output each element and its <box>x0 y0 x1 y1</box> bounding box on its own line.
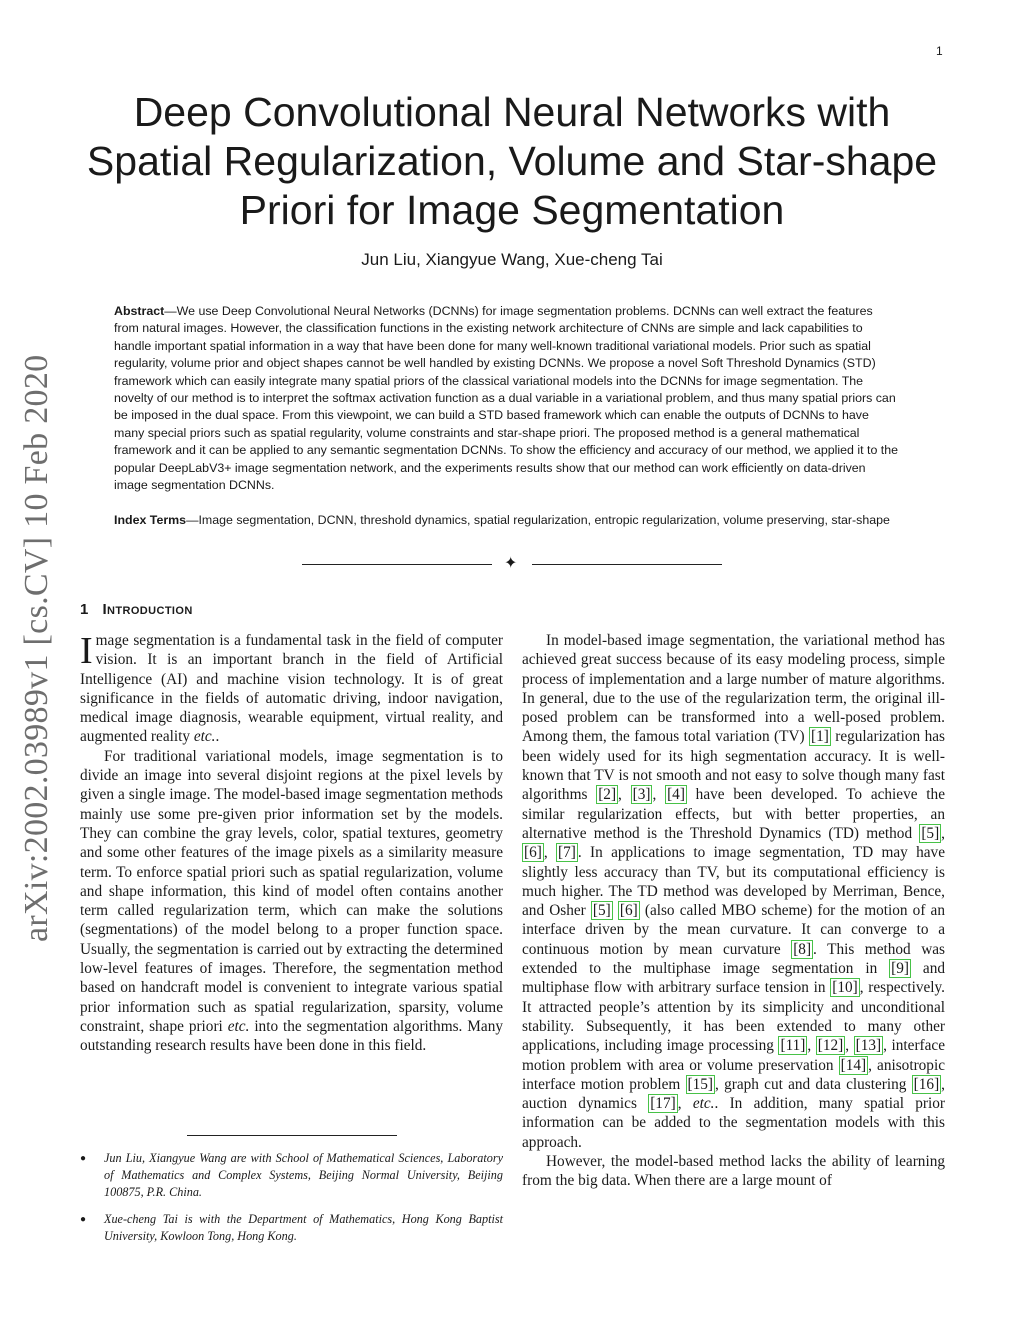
footnote <box>80 1150 503 1201</box>
citation-link[interactable]: [11] <box>780 1037 806 1055</box>
footnote <box>80 1211 503 1245</box>
citation-link[interactable]: [8] <box>793 940 812 958</box>
intro-paragraph-1: Image segmentation is a fundamental task in the field of computer vision. It is an important branch in the field of Artificial Intelligence (AI) and machine vision technology. It is of great significance in the fields of automatic driving, indoor navigation, medical image diagnosis, wearable equipment, virtual reality, and augmented reality etc.. <box>80 630 503 746</box>
index-terms <box>114 512 898 529</box>
citation-link[interactable]: [1] <box>811 728 829 746</box>
citation-link[interactable]: [5] <box>921 824 940 842</box>
right-column <box>522 631 945 1191</box>
intro-paragraph-4: However, the model-based method lacks the ability of learning from the big data. When there are a large mount of <box>522 1153 945 1190</box>
citation-link[interactable]: [15] <box>687 1075 714 1093</box>
citation-link[interactable]: [10] <box>832 979 858 997</box>
author-list: Jun Liu, Xiangyue Wang, Xue-cheng Tai <box>361 250 663 269</box>
title-line: Priori for Image Segmentation <box>239 187 785 233</box>
citation-link[interactable]: [14] <box>840 1056 867 1074</box>
abstract-text: —We use Deep Convolutional Neural Networks (DCNNs) for image segmentation problems. DCNNs can well extract the features from natural images. However, the classification functions in the existing network architecture of CNNs are simple and lack capabilities to handle important spatial information in a way that have been done for many well-known traditional variational models. Prior such as spatial regularity, volume prior and object shapes cannot be well handled by existing DCNNs. We propose a novel Soft Threshold Dynamics (STD) framework which can easily integrate many spatial priors of the classical variational models into the DCNNs for image segmentation. The novelty of our method is to interpret the softmax activation function as a dual variable in a variational problem, and thus many spatial priors can be imposed in the dual space. From this viewpoint, we can build a STD based framework which can enable the outputs of DCNNs to have many special priors such as spatial regularity, volume constraints and star-shape priori. The proposed method is a general mathematical framework and it can be applied to any semantic segmentation DCNNs. To show the efficiency and accuracy of our method, we applied it to the popular DeepLabV3+ image segmentation network, and the experiments results show that our method can work efficiently on data-driven image segmentation DCNNs. <box>114 304 899 493</box>
intro-paragraph-2: For traditional variational models, image segmentation is to divide an image into several disjoint regions at the pixel levels by given a single image. The model-based image segmentation methods mainly use some pre-given prior information set by the models. They can combine the gray levels, color, spatial textures, geometry and some other features of the image pixels as a similarity measure term. To enforce spatial priori such as spatial regularization, volume and shape information, this kind of model often contains another term called regularization term, which can make the solutions (segmentations) of the model belong to a proper function space. Usually, the segmentation is carried out by extracting the determined low-level features of images. Therefore, the segmentation method based on handcraft model is convenient to integrate various spatial prior information such as spatial regularization, sparsity, volume constraint, shape priori etc. into the segmentation algorithms. Many outstanding research results have been done in this field. <box>80 747 503 1055</box>
citation-link[interactable]: [7] <box>558 844 576 862</box>
section-title: Introduction <box>102 601 193 618</box>
bullet-icon: ● <box>80 1214 87 1225</box>
drop-cap: I <box>80 630 93 672</box>
citation-link[interactable]: [2] <box>598 786 617 804</box>
intro-paragraph-3: In model-based image segmentation, the variational method has achieved great success because of its easy modeling process, simple process of implementation and a large number of mature algorithms. In general, due to the use of the regularization term, the original ill-posed problem can be transformed into a well-posed problem. Among them, the famous total variation (TV) [1] regularization has been widely used for its high segmentation accuracy. It is well-known that TV is not smooth and not easy to solve though many fast algorithms [2] , [3] , [4] have been developed. To achieve the similar regularization effects, but with better properties, an alternative method is the Threshold Dynamics (TD) method [5] , [6] , [7] . In applications to image segmentation, TD may have slightly less accuracy than TV, but its computational efficiency is much higher. The TD method was developed by Merriman, Bence, and Osher [5] [6] (also called MBO scheme) for the motion of an interface driven by the mean curvature. It can converge to a continuous motion by mean curvature [8] . This method was extended to the multiphase image segmentation in [9] and multiphase flow with arbitrary surface tension in [10] , respectively. It attracted people’s attention by its simplicity and unconditional stability. Subsequently, it has been extended to many other applications, including image processing [11] , [12] , [13] , interface motion problem with area or volume preservation [14] , anisotropic interface motion problem [15] , graph cut and data clustering [16] , auction dynamics [17] , etc.. In addition, many spatial prior information can be added to the segmentation models with this approach. <box>522 632 946 1151</box>
arxiv-stamp: arXiv:2002.03989v1 [cs.CV] 10 Feb 2020 <box>18 354 55 942</box>
footnote-text: Jun Liu, Xiangyue Wang are with School of Mathematical Sciences, Laboratory of Mathematics and Complex Systems, Beijing Normal University, Beijing 100875, P.R. China. <box>104 1151 503 1199</box>
citation-link[interactable]: [17] <box>650 1095 676 1113</box>
footnote-text: Xue-cheng Tai is with the Department of Mathematics, Hong Kong Baptist University, Kowloon Tong, Hong Kong. <box>104 1212 503 1243</box>
citation-link[interactable]: [6] <box>524 844 542 862</box>
divider-rule-right <box>532 564 722 565</box>
title-line: Spatial Regularization, Volume and Star-shape <box>86 138 938 184</box>
divider-rule-left <box>302 564 492 565</box>
citation-link[interactable]: [4] <box>667 786 685 804</box>
abstract <box>114 303 898 494</box>
citation-link[interactable]: [9] <box>891 960 909 978</box>
footnote-rule <box>187 1135 397 1136</box>
index-terms-text: —Image segmentation, DCNN, threshold dynamics, spatial regularization, entropic regularization, volume preserving, star-shape <box>186 513 890 527</box>
citation-link[interactable]: [6] <box>619 902 638 920</box>
index-terms-label: Index Terms <box>114 513 187 527</box>
bullet-icon: ● <box>80 1153 87 1164</box>
section-number: 1 <box>80 601 89 618</box>
page-number: 1 <box>936 44 943 58</box>
citation-link[interactable]: [3] <box>632 786 651 804</box>
abstract-label: Abstract <box>114 304 165 318</box>
section-divider <box>302 555 722 575</box>
section-heading <box>80 601 193 618</box>
paper-title <box>70 88 954 235</box>
diamond-ornament-icon: ✦ <box>504 555 518 572</box>
left-column <box>80 631 503 1056</box>
citation-link[interactable]: [12] <box>817 1037 844 1055</box>
citation-link[interactable]: [13] <box>855 1037 882 1055</box>
citation-link[interactable]: [16] <box>913 1075 940 1093</box>
title-line: Deep Convolutional Neural Networks with <box>133 89 891 135</box>
citation-link[interactable]: [5] <box>592 902 611 920</box>
